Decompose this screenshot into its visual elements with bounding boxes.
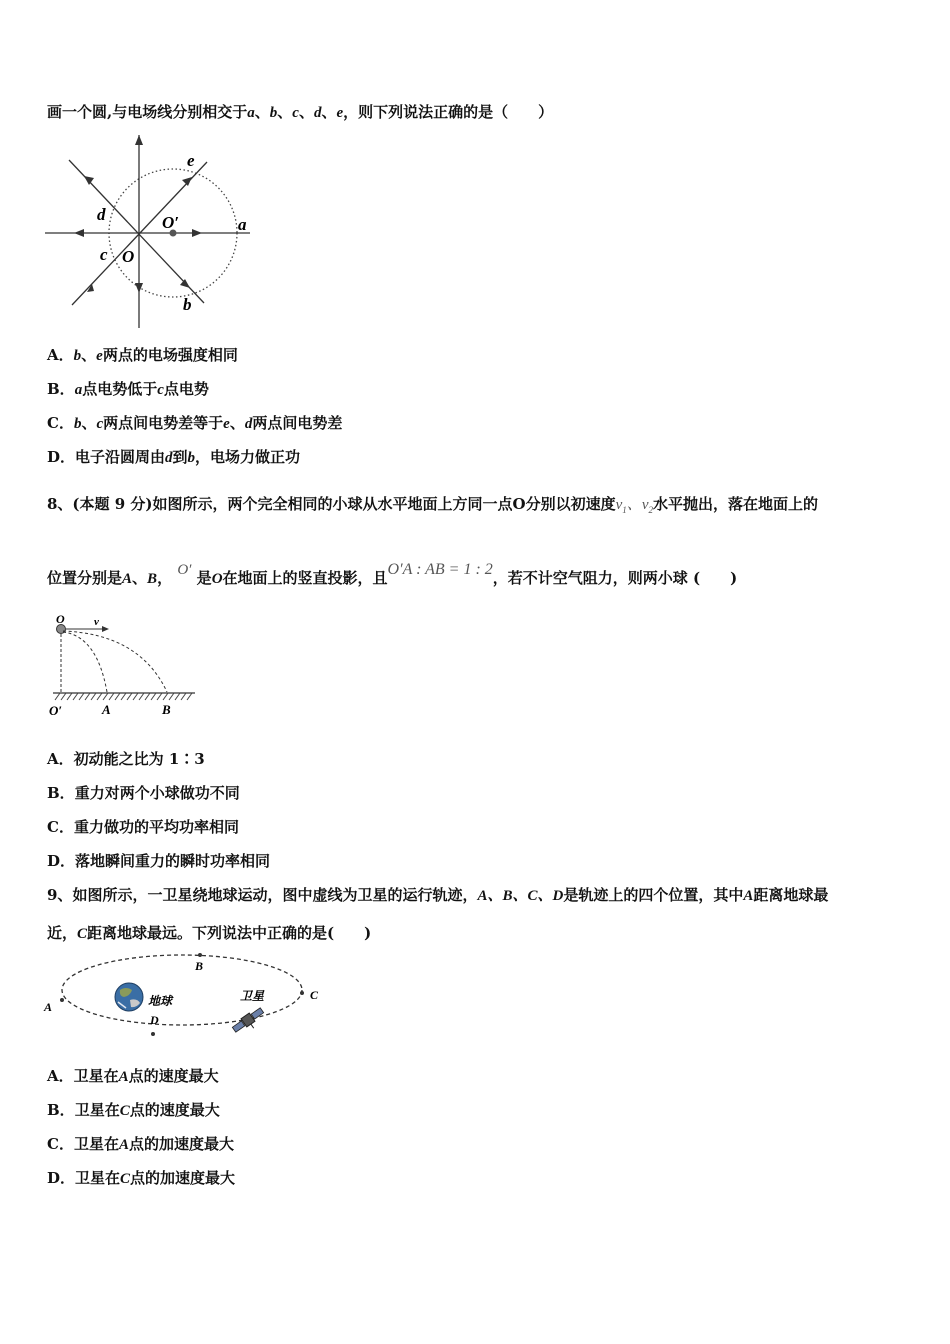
- v1-symbol: $v_1$: [615, 497, 627, 515]
- oprime-symbol: O′: [177, 562, 192, 578]
- arrow-left: [74, 229, 84, 237]
- label-b: B: [195, 959, 204, 973]
- arrow-downright: [180, 279, 190, 288]
- q7-option-a[interactable]: A．b、e两点的电场强度相同: [47, 346, 238, 364]
- label-c: c: [100, 245, 108, 264]
- label-c: C: [310, 988, 319, 1002]
- q7-stem: 画一个圆,与电场线分别相交于a、b、c、d、e，则下列说法正确的是（ ）: [47, 103, 554, 121]
- point-a-dot: [60, 998, 64, 1002]
- label-o: O: [122, 247, 135, 266]
- q8-option-a[interactable]: A．初动能之比为 1∶3: [47, 750, 205, 768]
- arrow-upright: [182, 177, 192, 186]
- label-d: D: [150, 1013, 159, 1027]
- label-d: d: [97, 205, 106, 224]
- trajectory-a: [63, 632, 107, 692]
- earth-icon: [115, 983, 143, 1011]
- ground-hatching: [55, 693, 192, 700]
- label-satellite: 卫星: [240, 989, 265, 1003]
- trajectory-b: [63, 631, 167, 692]
- label-b: b: [183, 295, 192, 314]
- q8-option-d[interactable]: D．落地瞬间重力的瞬时功率相同: [47, 852, 271, 870]
- q8-stem-line1: 8、(本题 9 分)如图所示，两个完全相同的小球从水平地面上方同一点O分别以初速度$v_1$、$v_2$水平抛出，落在地面上的: [47, 495, 818, 515]
- q9-orbit-figure: [40, 950, 330, 1042]
- arrow-right: [192, 229, 202, 237]
- q9-option-d[interactable]: D．卫星在C点的加速度最大: [47, 1169, 236, 1187]
- label-a: A: [102, 702, 111, 717]
- q9-stem-line2: 近，C距离地球最远。下列说法中正确的是( ): [47, 924, 372, 942]
- q7-option-b[interactable]: B．a点电势低于c点电势: [47, 380, 209, 398]
- q8-option-b[interactable]: B．重力对两个小球做功不同: [47, 784, 240, 802]
- label-earth: 地球: [148, 994, 173, 1008]
- label-a: a: [238, 215, 247, 234]
- q9-option-a[interactable]: A．卫星在A点的速度最大: [47, 1067, 219, 1085]
- point-c-dot: [300, 991, 304, 995]
- q8-option-c[interactable]: C．重力做功的平均功率相同: [47, 818, 239, 836]
- label-e: e: [187, 151, 195, 170]
- satellite-icon: [231, 1006, 267, 1038]
- label-oprime: O′: [162, 213, 180, 232]
- q9-option-c[interactable]: C．卫星在A点的加速度最大: [47, 1135, 234, 1153]
- label-o: O: [56, 612, 65, 626]
- velocity-arrowhead: [102, 626, 109, 632]
- q7-electric-field-figure: [42, 130, 257, 330]
- q8-projectile-figure: [45, 612, 200, 720]
- q7-option-c[interactable]: C．b、c两点间电势差等于e、d两点间电势差: [47, 414, 343, 432]
- point-d-dot: [151, 1032, 155, 1036]
- arrow-down: [135, 283, 143, 293]
- label-v: v: [94, 616, 99, 628]
- q9-stem-line1: 9、如图所示，一卫星绕地球运动，图中虚线为卫星的运行轨迹，A、B、C、D是轨迹上的四个位置，其中A距离地球最: [47, 886, 829, 904]
- label-oprime: O′: [49, 703, 63, 718]
- q7-option-d[interactable]: D．电子沿圆周由d到b，电场力做正功: [47, 448, 301, 466]
- ratio-formula: O′A : AB = 1 : 2: [387, 561, 493, 578]
- label-a: A: [44, 1000, 53, 1014]
- q8-stem-line2: 位置分别是A、B， O′ 是O在地面上的竖直投影，且O′A : AB = 1 : 2，若不计空气阻力，则两小球 ( ): [47, 561, 738, 587]
- label-b: B: [162, 702, 171, 717]
- arrow-up: [135, 135, 143, 145]
- orbit-ellipse: [62, 955, 302, 1025]
- arrow-upleft: [84, 176, 94, 185]
- v2-symbol: $v_2$: [641, 497, 653, 515]
- point-b-dot: [198, 953, 202, 957]
- q9-option-b[interactable]: B．卫星在C点的速度最大: [47, 1101, 220, 1119]
